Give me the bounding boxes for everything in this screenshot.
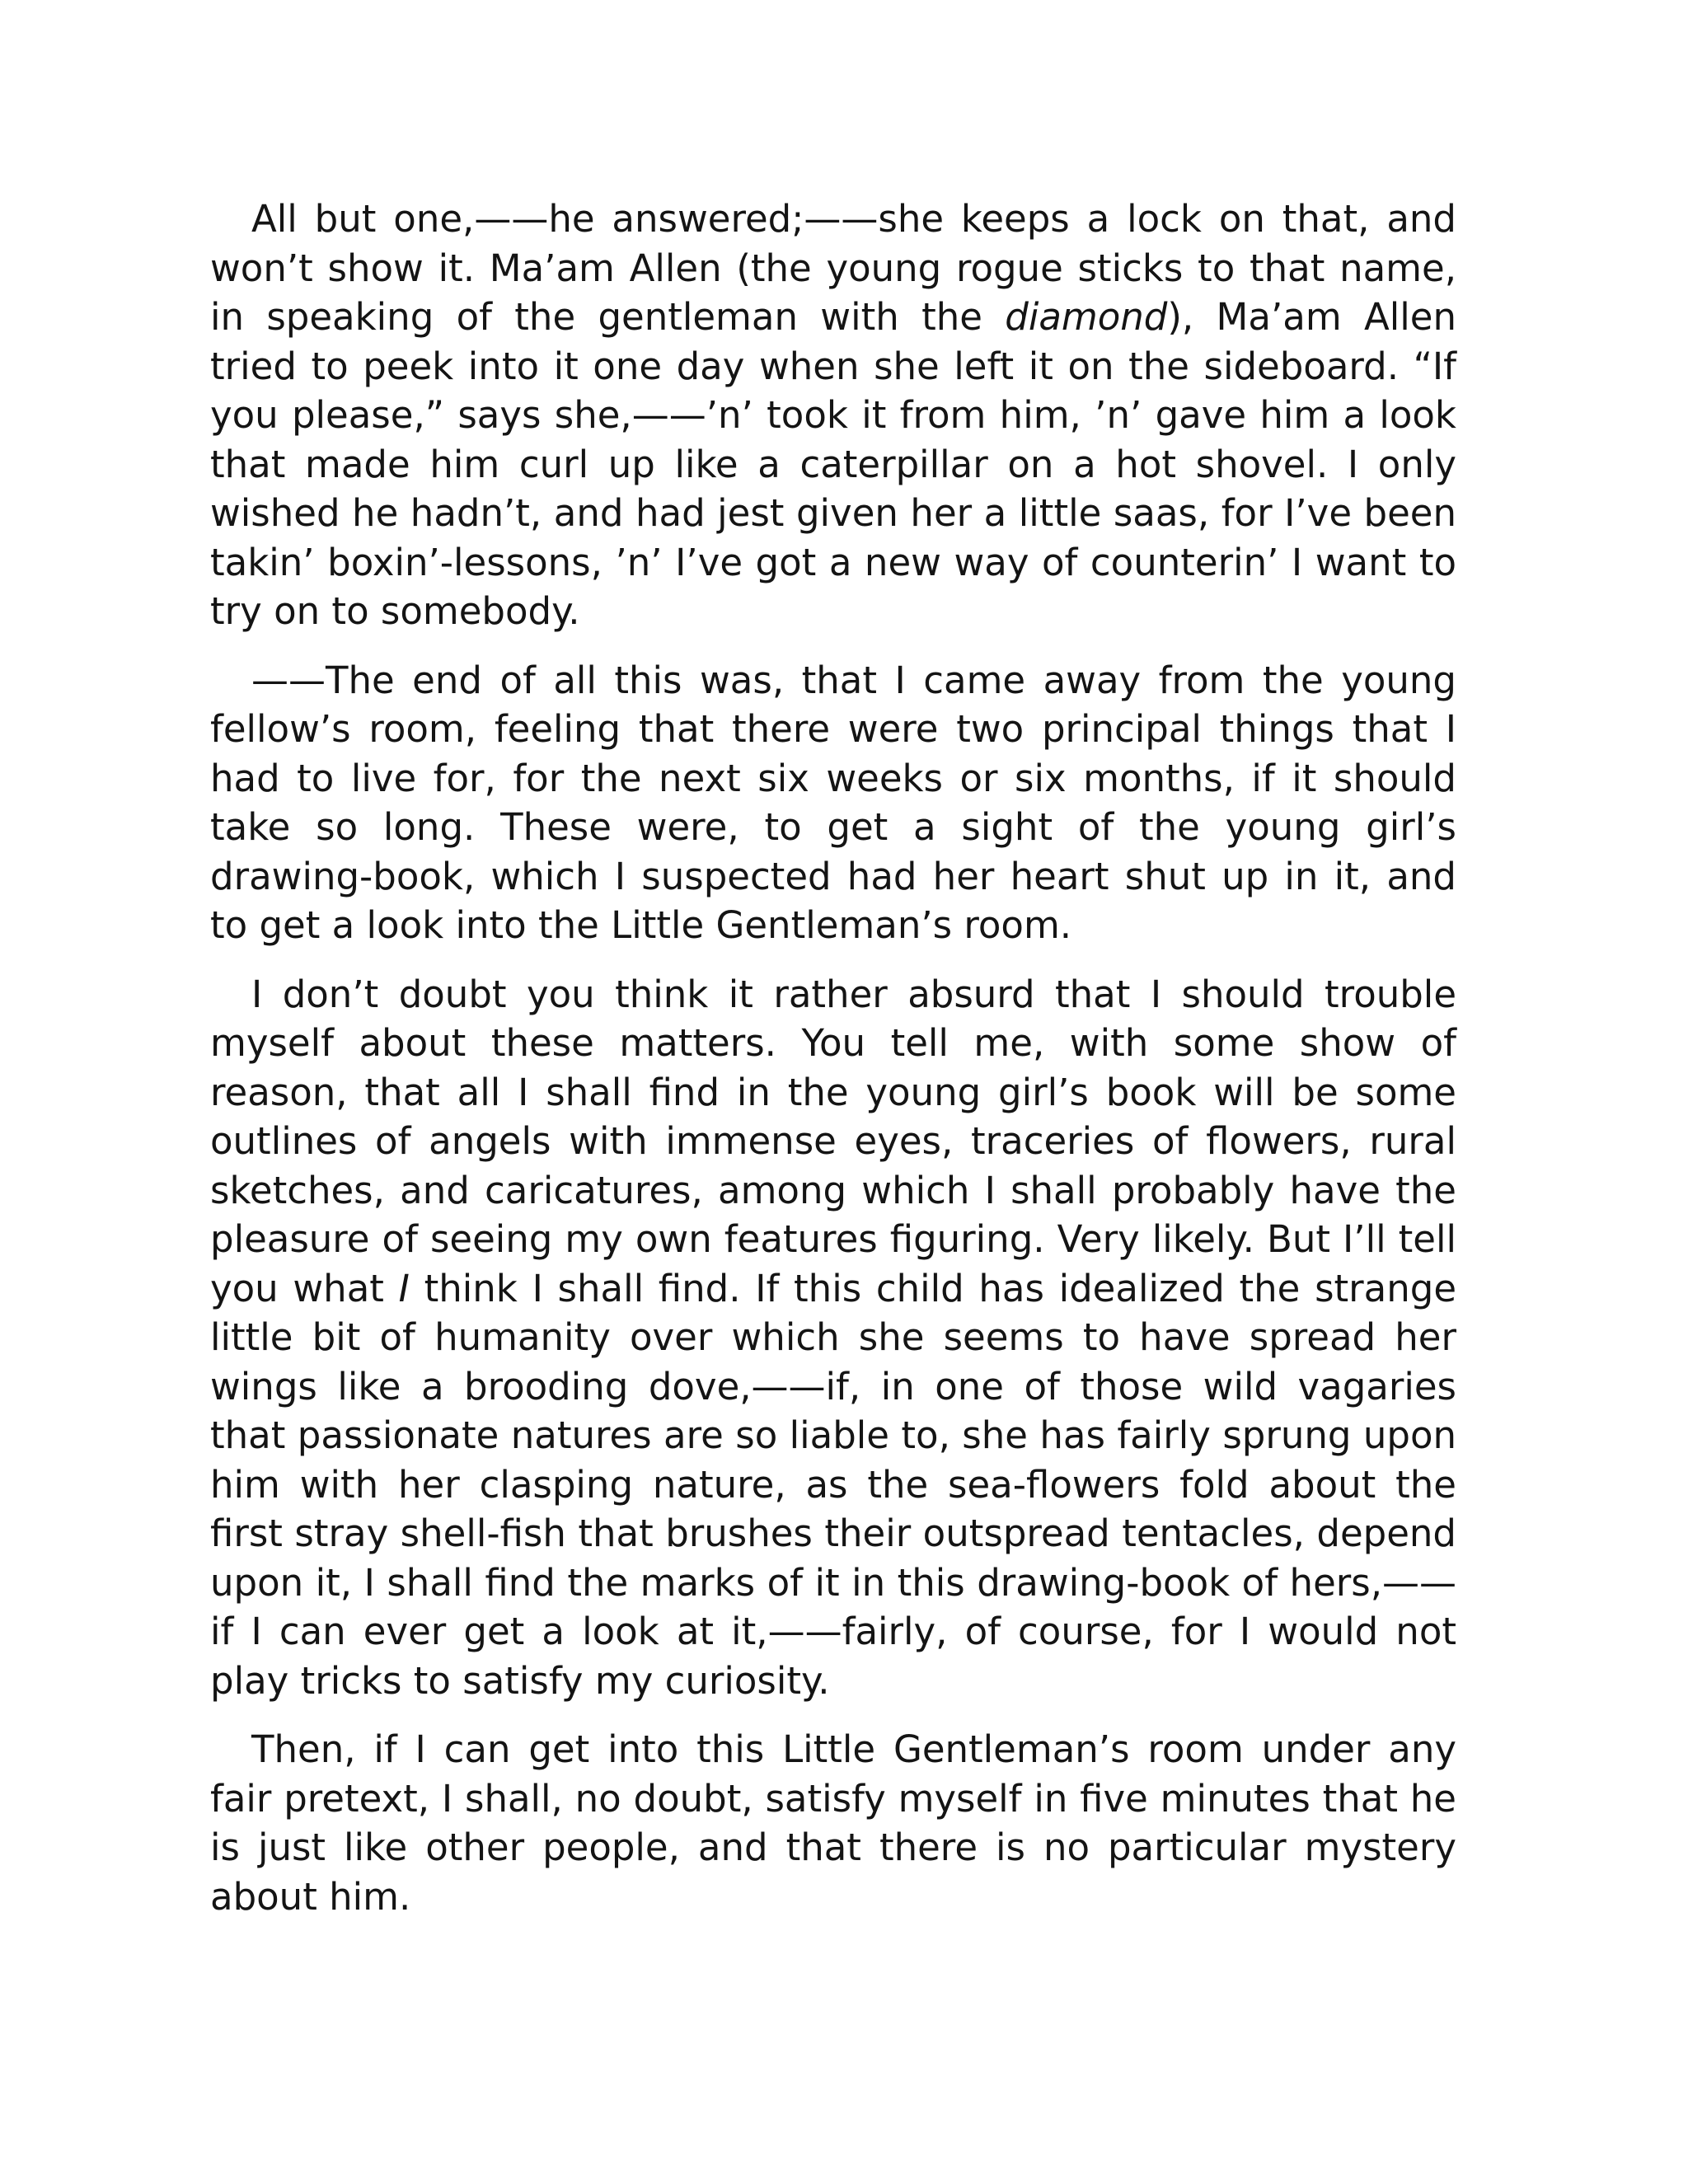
paragraph-1-text-a: All but one,——he answered;——she keeps a lock on that, and won’t show it. Ma’am Allen (the young rogue sticks to that name, in speaking of the gentleman with the bbox=[210, 197, 1456, 339]
document-page bbox=[210, 194, 1456, 1941]
paragraph-4 bbox=[210, 1725, 1456, 1921]
paragraph-1-italic-diamond: diamond bbox=[1005, 295, 1168, 339]
paragraph-1 bbox=[210, 194, 1456, 636]
paragraph-4-text: Then, if I can get into this Little Gentleman’s room under any fair pretext, I shall, no doubt, satisfy myself in five minutes that he is just like other people, and that there is no particular mystery about him. bbox=[210, 1727, 1456, 1919]
paragraph-1-text-b: ), Ma’am Allen tried to peek into it one day when she left it on the sideboard. “If you please,” says she,——’n’ took it from him, ’n’ gave him a look that made him curl up like a caterpillar on a hot shovel. I only wished he hadn’t, and had jest given her a little saas, for I’ve been takin’ boxin’-lessons, ’n’ I’ve got a new way of counterin’ I want to try on to somebody. bbox=[210, 295, 1456, 633]
paragraph-3-text-a: I don’t doubt you think it rather absurd that I should trouble myself about these matters. You tell me, with some show of reason, that all I shall find in the young girl’s book will be some outlines of angels with immense eyes, traceries of flowers, rural sketches, and caricatures, among which I shall probably have the pleasure of seeing my own features figuring. Very likely. But I’ll tell you what bbox=[210, 972, 1456, 1310]
paragraph-2-text: ——The end of all this was, that I came away from the young fellow’s room, feeling that there were two principal things that I had to live for, for the next six weeks or six months, if it should take so long. These were, to get a sight of the young girl’s drawing-book, which I suspected had her heart shut up in it, and to get a look into the Little Gentleman’s room. bbox=[210, 658, 1456, 947]
paragraph-2 bbox=[210, 656, 1456, 950]
paragraph-3-italic-i: I bbox=[398, 1266, 410, 1310]
paragraph-3 bbox=[210, 970, 1456, 1706]
paragraph-3-text-b: think I shall find. If this child has idealized the strange little bit of humanity over which she seems to have spread her wings like a brooding dove,——if, in one of those wild vagaries that passionate natures are so liable to, she has fairly sprung upon him with her clasping nature, as the sea-flowers fold about the first stray shell-fish that brushes their outspread tentacles, depend upon it, I shall find the marks of it in this drawing-book of hers,——if I can ever get a look at it,——fairly, of course, for I would not play tricks to satisfy my curiosity. bbox=[210, 1266, 1457, 1703]
